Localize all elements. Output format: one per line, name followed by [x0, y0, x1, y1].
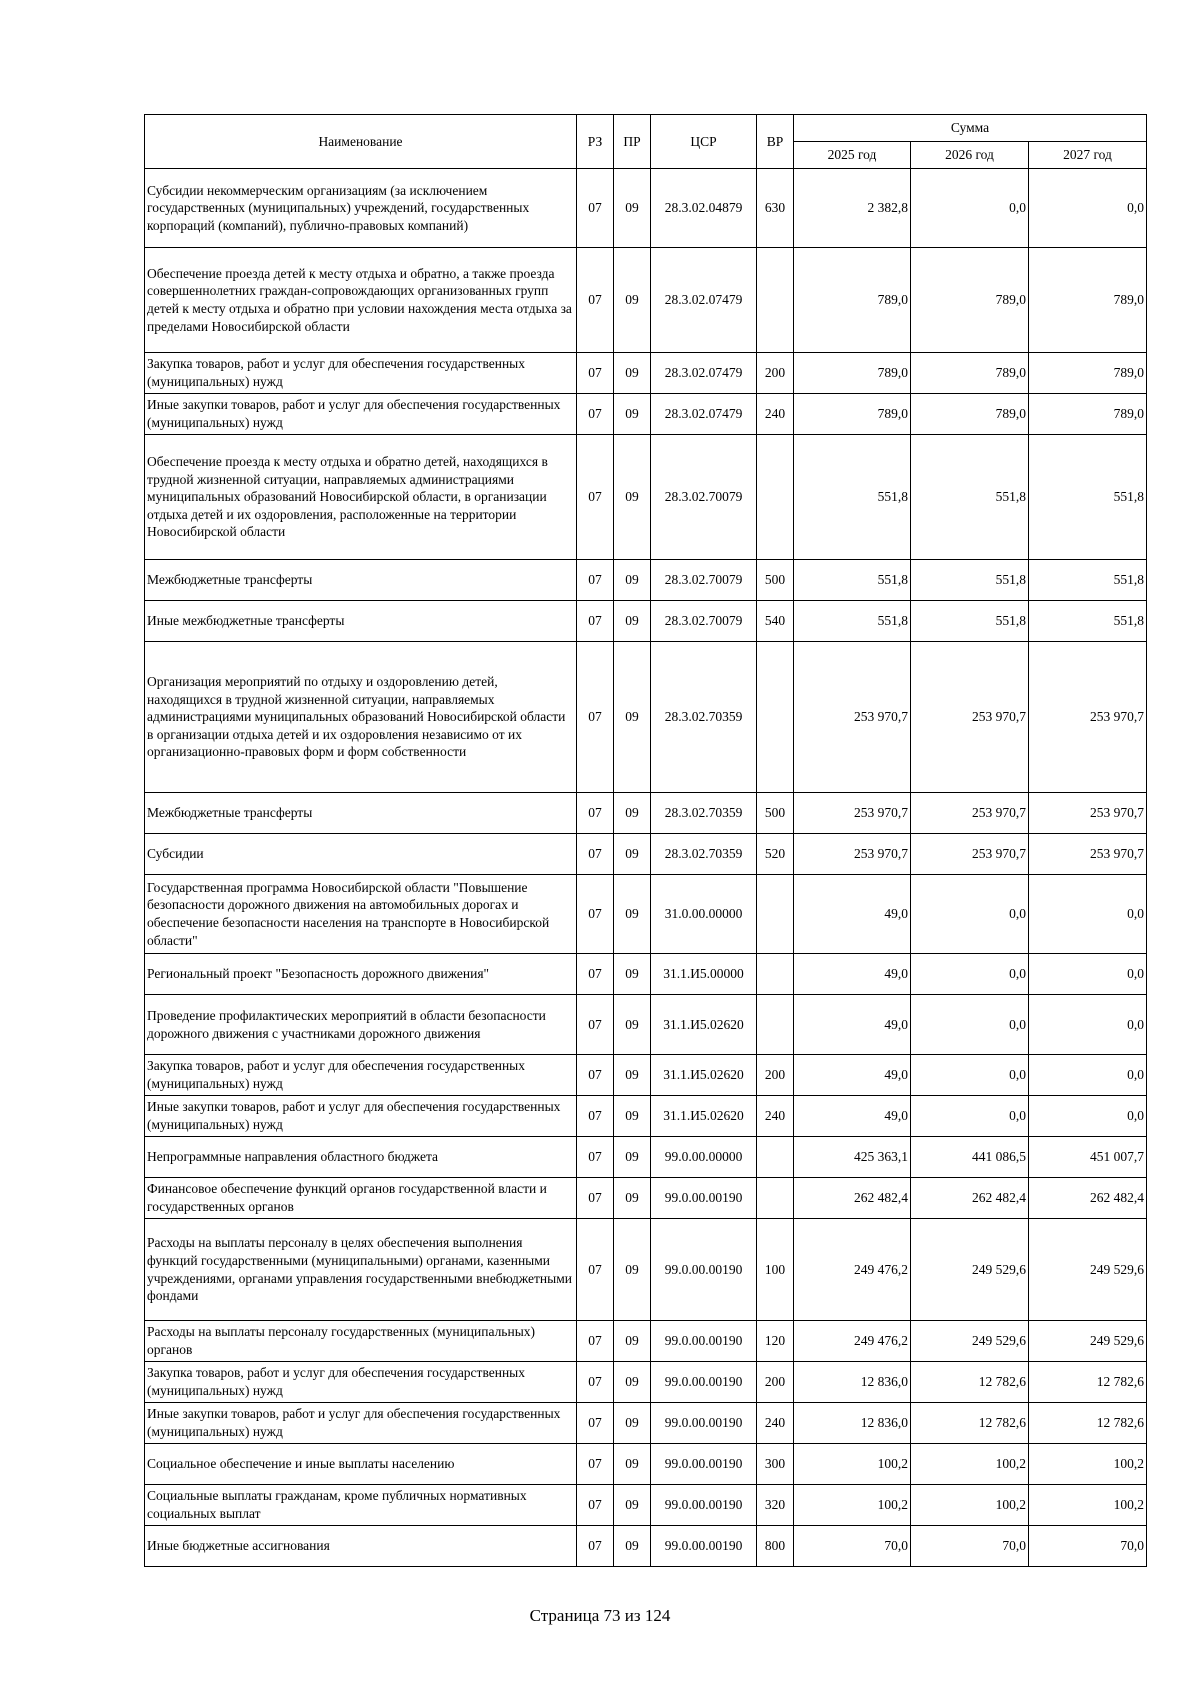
table-row	[145, 954, 1147, 995]
row-name: Межбюджетные трансферты	[145, 560, 577, 601]
row-sum-2026: 789,0	[911, 353, 1029, 394]
header-2026: 2026 год	[911, 142, 1029, 169]
row-pr: 09	[614, 1444, 651, 1485]
row-rz: 07	[577, 353, 614, 394]
row-sum-2027: 789,0	[1029, 394, 1147, 435]
row-sum-2027: 789,0	[1029, 248, 1147, 353]
row-csr: 99.0.00.00190	[651, 1321, 757, 1362]
row-csr: 28.3.02.07479	[651, 248, 757, 353]
row-csr: 28.3.02.70079	[651, 435, 757, 560]
row-sum-2027: 0,0	[1029, 954, 1147, 995]
row-sum-2026: 0,0	[911, 1055, 1029, 1096]
row-pr: 09	[614, 1096, 651, 1137]
row-sum-2026: 0,0	[911, 954, 1029, 995]
row-sum-2027: 0,0	[1029, 169, 1147, 248]
row-rz: 07	[577, 435, 614, 560]
row-sum-2026: 253 970,7	[911, 793, 1029, 834]
row-vr	[757, 642, 794, 793]
row-vr: 100	[757, 1219, 794, 1321]
row-sum-2025: 789,0	[794, 248, 911, 353]
row-rz: 07	[577, 954, 614, 995]
row-sum-2025: 12 836,0	[794, 1362, 911, 1403]
table-row	[145, 435, 1147, 560]
row-sum-2026: 100,2	[911, 1485, 1029, 1526]
row-vr	[757, 1137, 794, 1178]
row-name: Иные межбюджетные трансферты	[145, 601, 577, 642]
row-pr: 09	[614, 1137, 651, 1178]
row-pr: 09	[614, 601, 651, 642]
row-sum-2026: 249 529,6	[911, 1321, 1029, 1362]
row-csr: 99.0.00.00190	[651, 1526, 757, 1567]
row-pr: 09	[614, 1526, 651, 1567]
row-sum-2026: 253 970,7	[911, 642, 1029, 793]
row-vr	[757, 954, 794, 995]
row-vr	[757, 875, 794, 954]
row-name: Иные закупки товаров, работ и услуг для обеспечения государственных (муниципальных) нужд	[145, 1096, 577, 1137]
row-rz: 07	[577, 169, 614, 248]
row-vr: 500	[757, 793, 794, 834]
header-sum: Сумма	[794, 115, 1147, 142]
row-sum-2025: 249 476,2	[794, 1321, 911, 1362]
row-sum-2027: 253 970,7	[1029, 642, 1147, 793]
row-vr: 240	[757, 394, 794, 435]
row-csr: 28.3.02.70359	[651, 793, 757, 834]
row-csr: 28.3.02.07479	[651, 394, 757, 435]
row-csr: 99.0.00.00190	[651, 1403, 757, 1444]
row-sum-2027: 249 529,6	[1029, 1219, 1147, 1321]
table-row	[145, 1219, 1147, 1321]
row-rz: 07	[577, 1321, 614, 1362]
row-name: Государственная программа Новосибирской области "Повышение безопасности дорожного движения на автомобильных дорогах и обеспечение безопасности населения на транспорте в Новосибирской области"	[145, 875, 577, 954]
row-sum-2027: 262 482,4	[1029, 1178, 1147, 1219]
row-sum-2027: 100,2	[1029, 1444, 1147, 1485]
row-sum-2027: 100,2	[1029, 1485, 1147, 1526]
row-sum-2025: 253 970,7	[794, 834, 911, 875]
row-pr: 09	[614, 642, 651, 793]
row-name: Обеспечение проезда к месту отдыха и обратно детей, находящихся в трудной жизненной ситуации, направляемых администрациями муниципальных образований Новосибирской области, в организации отдыха детей и их оздоровления, расположенные на территории Новосибирской области	[145, 435, 577, 560]
row-csr: 28.3.02.70359	[651, 642, 757, 793]
row-sum-2026: 0,0	[911, 1096, 1029, 1137]
row-vr: 240	[757, 1403, 794, 1444]
row-pr: 09	[614, 1055, 651, 1096]
table-row	[145, 1096, 1147, 1137]
row-sum-2026: 551,8	[911, 601, 1029, 642]
row-sum-2027: 0,0	[1029, 1055, 1147, 1096]
row-vr: 240	[757, 1096, 794, 1137]
row-rz: 07	[577, 1137, 614, 1178]
row-name: Иные закупки товаров, работ и услуг для обеспечения государственных (муниципальных) нужд	[145, 1403, 577, 1444]
row-sum-2026: 551,8	[911, 435, 1029, 560]
row-csr: 28.3.02.04879	[651, 169, 757, 248]
header-rz: РЗ	[577, 115, 614, 169]
row-csr: 99.0.00.00000	[651, 1137, 757, 1178]
row-csr: 99.0.00.00190	[651, 1485, 757, 1526]
row-csr: 99.0.00.00190	[651, 1444, 757, 1485]
header-row	[145, 115, 1147, 142]
row-pr: 09	[614, 353, 651, 394]
row-sum-2027: 12 782,6	[1029, 1362, 1147, 1403]
row-sum-2025: 70,0	[794, 1526, 911, 1567]
row-sum-2027: 249 529,6	[1029, 1321, 1147, 1362]
table-row	[145, 560, 1147, 601]
row-pr: 09	[614, 169, 651, 248]
row-rz: 07	[577, 1526, 614, 1567]
row-rz: 07	[577, 1096, 614, 1137]
row-sum-2025: 253 970,7	[794, 793, 911, 834]
row-name: Иные закупки товаров, работ и услуг для обеспечения государственных (муниципальных) нужд	[145, 394, 577, 435]
row-vr	[757, 435, 794, 560]
row-vr: 500	[757, 560, 794, 601]
row-sum-2025: 789,0	[794, 394, 911, 435]
budget-table	[144, 114, 1147, 1567]
table-row	[145, 995, 1147, 1055]
row-sum-2025: 49,0	[794, 1096, 911, 1137]
table-row	[145, 642, 1147, 793]
row-sum-2027: 253 970,7	[1029, 834, 1147, 875]
table-row	[145, 1485, 1147, 1526]
row-sum-2025: 262 482,4	[794, 1178, 911, 1219]
row-vr: 200	[757, 1362, 794, 1403]
row-rz: 07	[577, 1055, 614, 1096]
row-name: Субсидии некоммерческим организациям (за исключением государственных (муниципальных) учреждений, государственных корпораций (компаний), публично-правовых компаний)	[145, 169, 577, 248]
row-sum-2026: 0,0	[911, 169, 1029, 248]
row-vr	[757, 1178, 794, 1219]
header-2025: 2025 год	[794, 142, 911, 169]
row-csr: 99.0.00.00190	[651, 1219, 757, 1321]
row-sum-2025: 49,0	[794, 1055, 911, 1096]
row-name: Межбюджетные трансферты	[145, 793, 577, 834]
row-pr: 09	[614, 248, 651, 353]
row-sum-2027: 451 007,7	[1029, 1137, 1147, 1178]
row-name: Закупка товаров, работ и услуг для обеспечения государственных (муниципальных) нужд	[145, 353, 577, 394]
table-row	[145, 353, 1147, 394]
row-sum-2025: 49,0	[794, 875, 911, 954]
row-pr: 09	[614, 560, 651, 601]
row-sum-2027: 12 782,6	[1029, 1403, 1147, 1444]
row-sum-2026: 551,8	[911, 560, 1029, 601]
row-csr: 31.1.И5.02620	[651, 1096, 757, 1137]
row-vr	[757, 995, 794, 1055]
row-sum-2026: 12 782,6	[911, 1403, 1029, 1444]
row-vr: 520	[757, 834, 794, 875]
table-row	[145, 1321, 1147, 1362]
row-pr: 09	[614, 995, 651, 1055]
table-body	[145, 169, 1147, 1567]
row-csr: 99.0.00.00190	[651, 1178, 757, 1219]
row-sum-2025: 551,8	[794, 560, 911, 601]
header-2027: 2027 год	[1029, 142, 1147, 169]
row-rz: 07	[577, 560, 614, 601]
row-rz: 07	[577, 834, 614, 875]
row-sum-2027: 551,8	[1029, 435, 1147, 560]
row-sum-2026: 70,0	[911, 1526, 1029, 1567]
row-name: Субсидии	[145, 834, 577, 875]
row-pr: 09	[614, 954, 651, 995]
row-pr: 09	[614, 394, 651, 435]
row-csr: 99.0.00.00190	[651, 1362, 757, 1403]
row-vr: 320	[757, 1485, 794, 1526]
row-sum-2026: 789,0	[911, 248, 1029, 353]
row-pr: 09	[614, 793, 651, 834]
row-sum-2025: 249 476,2	[794, 1219, 911, 1321]
table-row	[145, 1137, 1147, 1178]
header-pr: ПР	[614, 115, 651, 169]
row-pr: 09	[614, 1485, 651, 1526]
row-name: Расходы на выплаты персоналу государственных (муниципальных) органов	[145, 1321, 577, 1362]
row-rz: 07	[577, 1178, 614, 1219]
row-vr: 630	[757, 169, 794, 248]
row-csr: 28.3.02.70079	[651, 601, 757, 642]
row-csr: 31.0.00.00000	[651, 875, 757, 954]
row-pr: 09	[614, 875, 651, 954]
row-pr: 09	[614, 834, 651, 875]
row-name: Закупка товаров, работ и услуг для обеспечения государственных (муниципальных) нужд	[145, 1055, 577, 1096]
table-row	[145, 1362, 1147, 1403]
row-pr: 09	[614, 1362, 651, 1403]
row-vr: 200	[757, 1055, 794, 1096]
row-name: Обеспечение проезда детей к месту отдыха и обратно, а также проезда совершеннолетних граждан-сопровождающих организованных групп детей к месту отдыха и обратно при условии нахождения места отдыха за пределами Новосибирской области	[145, 248, 577, 353]
row-sum-2026: 0,0	[911, 875, 1029, 954]
row-rz: 07	[577, 1485, 614, 1526]
row-name: Проведение профилактических мероприятий в области безопасности дорожного движения с участниками дорожного движения	[145, 995, 577, 1055]
row-pr: 09	[614, 1321, 651, 1362]
row-pr: 09	[614, 1403, 651, 1444]
row-pr: 09	[614, 435, 651, 560]
row-name: Непрограммные направления областного бюджета	[145, 1137, 577, 1178]
row-sum-2025: 551,8	[794, 435, 911, 560]
row-name: Региональный проект "Безопасность дорожного движения"	[145, 954, 577, 995]
table-row	[145, 1526, 1147, 1567]
row-name: Финансовое обеспечение функций органов государственной власти и государственных органов	[145, 1178, 577, 1219]
row-vr: 300	[757, 1444, 794, 1485]
row-vr: 800	[757, 1526, 794, 1567]
row-csr: 28.3.02.07479	[651, 353, 757, 394]
row-name: Социальное обеспечение и иные выплаты населению	[145, 1444, 577, 1485]
row-sum-2025: 789,0	[794, 353, 911, 394]
table-row	[145, 1178, 1147, 1219]
row-csr: 31.1.И5.02620	[651, 995, 757, 1055]
row-sum-2025: 100,2	[794, 1444, 911, 1485]
row-rz: 07	[577, 995, 614, 1055]
row-pr: 09	[614, 1219, 651, 1321]
row-sum-2027: 253 970,7	[1029, 793, 1147, 834]
row-name: Расходы на выплаты персоналу в целях обеспечения выполнения функций государственными (муниципальными) органами, казенными учреждениями, органами управления государственными внебюджетными фондами	[145, 1219, 577, 1321]
row-sum-2026: 441 086,5	[911, 1137, 1029, 1178]
table-row	[145, 875, 1147, 954]
row-sum-2025: 425 363,1	[794, 1137, 911, 1178]
row-rz: 07	[577, 394, 614, 435]
row-sum-2025: 100,2	[794, 1485, 911, 1526]
row-rz: 07	[577, 642, 614, 793]
table-row	[145, 1444, 1147, 1485]
table-row	[145, 248, 1147, 353]
row-name: Закупка товаров, работ и услуг для обеспечения государственных (муниципальных) нужд	[145, 1362, 577, 1403]
header-vr: ВР	[757, 115, 794, 169]
row-sum-2025: 253 970,7	[794, 642, 911, 793]
row-sum-2027: 551,8	[1029, 560, 1147, 601]
header-name: Наименование	[145, 115, 577, 169]
row-rz: 07	[577, 1403, 614, 1444]
row-sum-2025: 49,0	[794, 995, 911, 1055]
table-row	[145, 793, 1147, 834]
row-rz: 07	[577, 1444, 614, 1485]
row-sum-2027: 789,0	[1029, 353, 1147, 394]
row-vr: 120	[757, 1321, 794, 1362]
row-sum-2025: 2 382,8	[794, 169, 911, 248]
row-rz: 07	[577, 1362, 614, 1403]
table-row	[145, 169, 1147, 248]
row-vr: 200	[757, 353, 794, 394]
row-sum-2026: 262 482,4	[911, 1178, 1029, 1219]
page-number: Страница 73 из 124	[529, 1606, 671, 1625]
row-csr: 28.3.02.70359	[651, 834, 757, 875]
row-sum-2026: 789,0	[911, 394, 1029, 435]
table-row	[145, 601, 1147, 642]
row-csr: 28.3.02.70079	[651, 560, 757, 601]
row-rz: 07	[577, 875, 614, 954]
row-rz: 07	[577, 793, 614, 834]
row-sum-2027: 70,0	[1029, 1526, 1147, 1567]
row-sum-2026: 249 529,6	[911, 1219, 1029, 1321]
row-sum-2025: 49,0	[794, 954, 911, 995]
header-csr: ЦСР	[651, 115, 757, 169]
table-row	[145, 1403, 1147, 1444]
row-sum-2027: 551,8	[1029, 601, 1147, 642]
row-name: Иные бюджетные ассигнования	[145, 1526, 577, 1567]
row-sum-2027: 0,0	[1029, 1096, 1147, 1137]
row-rz: 07	[577, 248, 614, 353]
row-sum-2026: 12 782,6	[911, 1362, 1029, 1403]
table-row	[145, 834, 1147, 875]
table-row	[145, 394, 1147, 435]
row-sum-2026: 0,0	[911, 995, 1029, 1055]
row-name: Социальные выплаты гражданам, кроме публичных нормативных социальных выплат	[145, 1485, 577, 1526]
row-pr: 09	[614, 1178, 651, 1219]
row-csr: 31.1.И5.00000	[651, 954, 757, 995]
row-sum-2025: 551,8	[794, 601, 911, 642]
row-sum-2026: 100,2	[911, 1444, 1029, 1485]
row-sum-2027: 0,0	[1029, 995, 1147, 1055]
row-sum-2026: 253 970,7	[911, 834, 1029, 875]
row-csr: 31.1.И5.02620	[651, 1055, 757, 1096]
row-vr: 540	[757, 601, 794, 642]
row-rz: 07	[577, 1219, 614, 1321]
row-sum-2025: 12 836,0	[794, 1403, 911, 1444]
table-row	[145, 1055, 1147, 1096]
row-rz: 07	[577, 601, 614, 642]
row-vr	[757, 248, 794, 353]
row-sum-2027: 0,0	[1029, 875, 1147, 954]
row-name: Организация мероприятий по отдыху и оздоровлению детей, находящихся в трудной жизненной ситуации, направляемых администрациями муниципальных образований Новосибирской области в организации отдыха детей и их оздоровления независимо от их организационно-правовых форм и форм собственности	[145, 642, 577, 793]
